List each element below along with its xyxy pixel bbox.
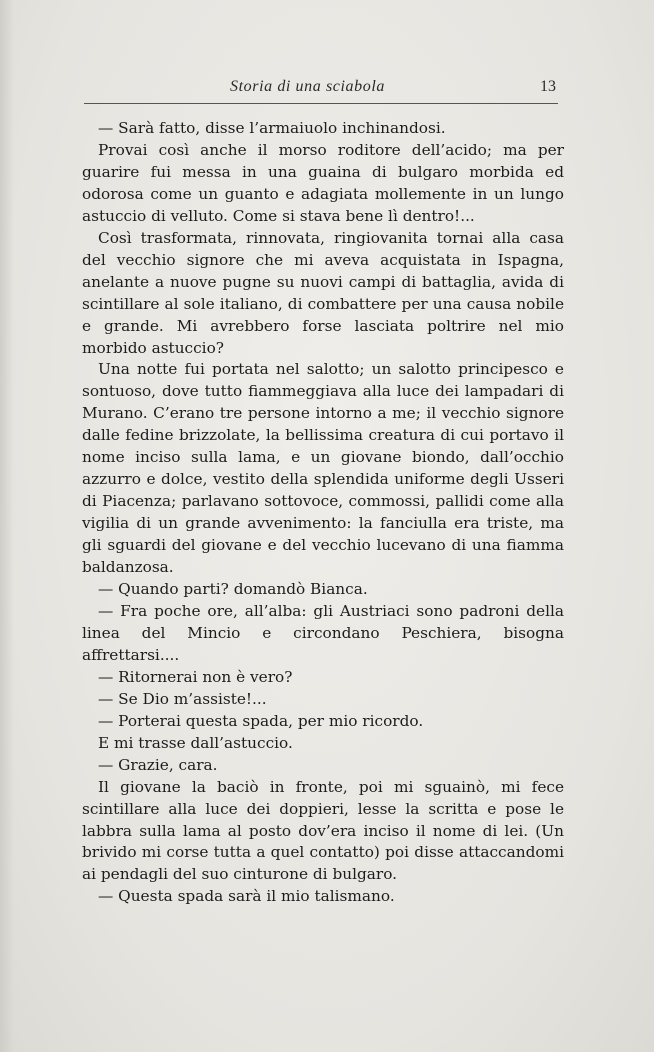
paragraph: — Se Dio m’assiste!... — [98, 689, 267, 708]
paragraph: — Quando parti? domandò Bianca. — [98, 580, 368, 599]
paragraph: E mi trasse dall’astuccio. — [98, 733, 293, 752]
page-edge-shadow — [0, 0, 14, 1052]
paragraph: — Porterai questa spada, per mio ricordo. — [98, 711, 424, 730]
paragraph: Una notte fui portata nel salotto; un salotto principesco e sontuoso, dove tutto fiammeggiava alla luce dei lampadari di Murano. C’erano tre persone intorno a me; il vecchio signore dalle fedine brizzolate, la bellissima creatura di cui portavo il nome inciso sulla lama, e un giovane biondo, dall’occhio azzurro e dolce, vestito della splendida uniforme degli Usseri di Piacenza; parlavano sottovoce, commossi, pallidi come alla vigilia di un grande avvenimento: la fanciulla era triste, ma gli sguardi del giovane e del vecchio lucevano di una fiamma baldanzosa. — [82, 360, 564, 577]
running-title: Storia di una sciabola — [230, 78, 385, 95]
paragraph: — Fra poche ore, all’alba: gli Austriaci sono padroni della linea del Mincio e circondano Peschiera, bisogna affrettarsi.... — [82, 601, 564, 664]
page-number: 13 — [540, 78, 556, 95]
paragraph: — Grazie, cara. — [98, 755, 218, 774]
paragraph: — Questa spada sarà il mio talismano. — [98, 887, 395, 906]
paragraph: Il giovane la baciò in fronte, poi mi sguainò, mi fece scintillare alla luce dei doppieri, lesse la scritta e pose le labbra sulla lama al posto dov’era inciso il nome di lei. (Un brivido mi corse tutta a quel contatto) poi disse attaccandomi ai pendagli del suo cinturone di bulgaro. — [82, 777, 564, 884]
paragraph: Così trasformata, rinnovata, ringiovanita tornai alla casa del vecchio signore che mi aveva acquistata in Ispagna, anelante a nuove pugne su nuovi campi di battaglia, avida di scintillare al sole italiano, di combattere per una causa nobile e grande. Mi avrebbero forse lasciata poltrire nel mio morbido astuccio? — [82, 228, 564, 357]
paragraph: Provai così anche il morso roditore dell’acido; ma per guarire fui messa in una guaina di bulgaro morbida ed odorosa come un guanto e adagiata mollemente in un lungo astuccio di velluto. Come si stava bene lì dentro!... — [82, 140, 564, 225]
paragraph: — Sarà fatto, disse l’armaiuolo inchinandosi. — [98, 119, 446, 137]
header-rule — [84, 103, 558, 104]
paragraph: — Ritornerai non è vero? — [98, 667, 293, 686]
page-header — [84, 78, 562, 100]
body-text — [82, 118, 564, 908]
